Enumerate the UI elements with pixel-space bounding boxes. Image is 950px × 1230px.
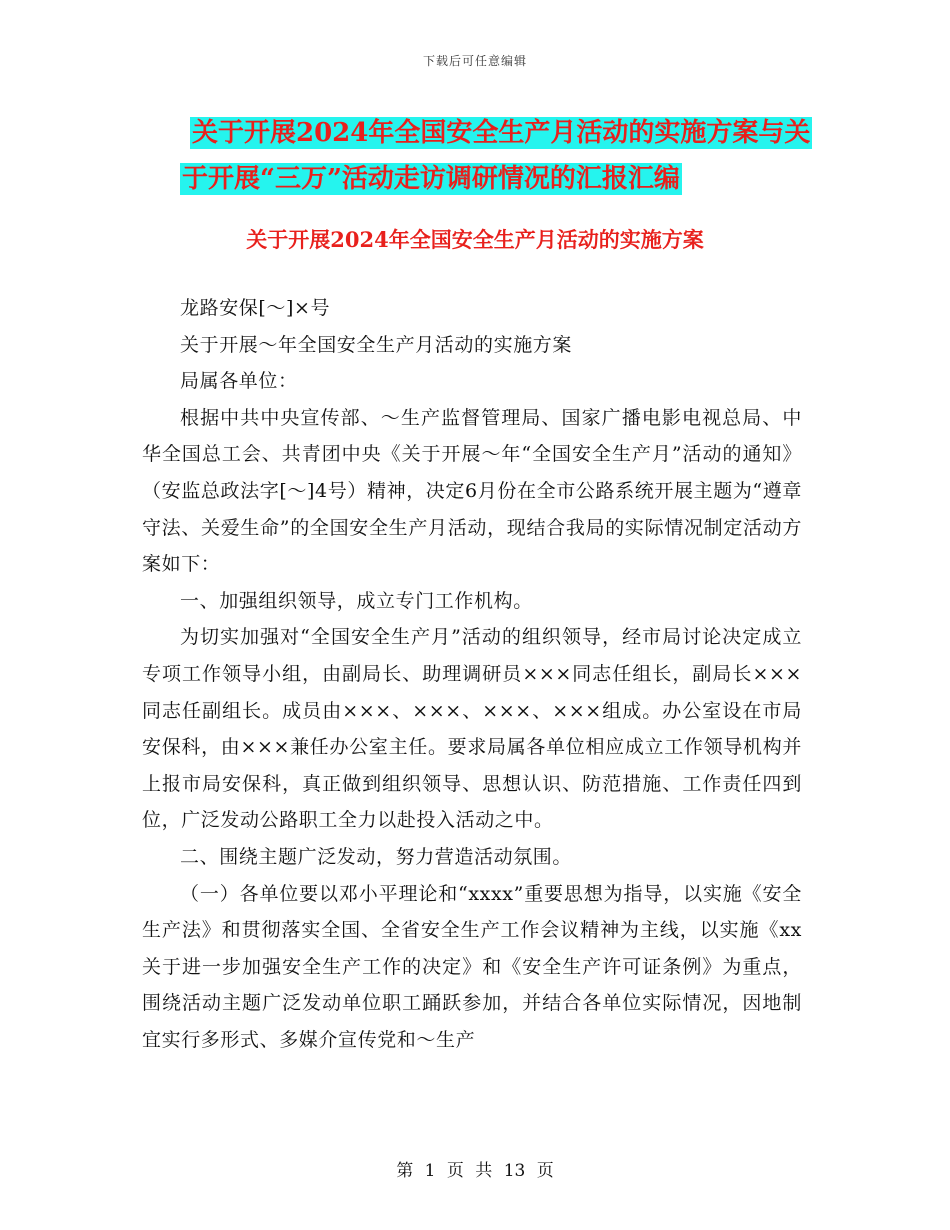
page-header-note: 下载后可任意编辑	[422, 54, 527, 68]
section-heading-1: 一、加强组织领导，成立专门工作机构。	[180, 589, 533, 612]
document-title-line-1	[140, 110, 820, 156]
doc-number: 龙路安保[～]×号	[180, 297, 331, 319]
doc-subject: 关于开展～年全国安全生产月活动的实施方案	[180, 333, 573, 356]
page-number: 第 1 页 共 13 页	[396, 1161, 554, 1181]
title-highlight-1: 关于开展2024年全国安全生产月活动的实施方案与关	[192, 118, 811, 148]
title-highlight-2: 于开展“三万”活动走访调研情况的汇报汇编	[182, 164, 680, 194]
document-title	[140, 110, 820, 202]
section-title: 关于开展2024年全国安全生产月活动的实施方案	[246, 227, 704, 252]
body-paragraph: （一）各单位要以邓小平理论和“xxxx”重要思想为指导，以实施《安全生产法》和贯彻落实全国、全省安全生产工作会议精神为主线，以实施《xx关于进一步加强安全生产工作的决定》和《安全生产许可证条例》为重点，围绕活动主题广泛发动单位职工踊跃参加，并结合各单位实际情况，因地制宜实行多形式、多媒介宣传党和～生产	[142, 882, 802, 1051]
section-heading-2: 二、围绕主题广泛发动，努力营造活动氛围。	[180, 845, 573, 868]
document-body	[142, 290, 802, 1058]
document-title-line-2	[140, 156, 820, 202]
body-paragraph: 根据中共中央宣传部、～生产监督管理局、国家广播电影电视总局、中华全国总工会、共青团中央《关于开展～年“全国安全生产月”活动的通知》（安监总政法字[～]4号）精神，决定6月份在全市公路系统开展主题为“遵章守法、关爱生命”的全国安全生产月活动，现结合我局的实际情况制定活动方案如下：	[142, 406, 802, 576]
body-paragraph: 为切实加强对“全国安全生产月”活动的组织领导，经市局讨论决定成立专项工作领导小组，由副局长、助理调研员×××同志任组长，副局长×××同志任副组长。成员由×××、×××、×××、×××组成。办公室设在市局安保科，由×××兼任办公室主任。要求局属各单位相应成立工作领导机构并上报市局安保科，真正做到组织领导、思想认识、防范措施、工作责任四到位，广泛发动公路职工全力以赴投入活动之中。	[142, 626, 802, 832]
doc-recipient: 局属各单位：	[180, 370, 298, 393]
